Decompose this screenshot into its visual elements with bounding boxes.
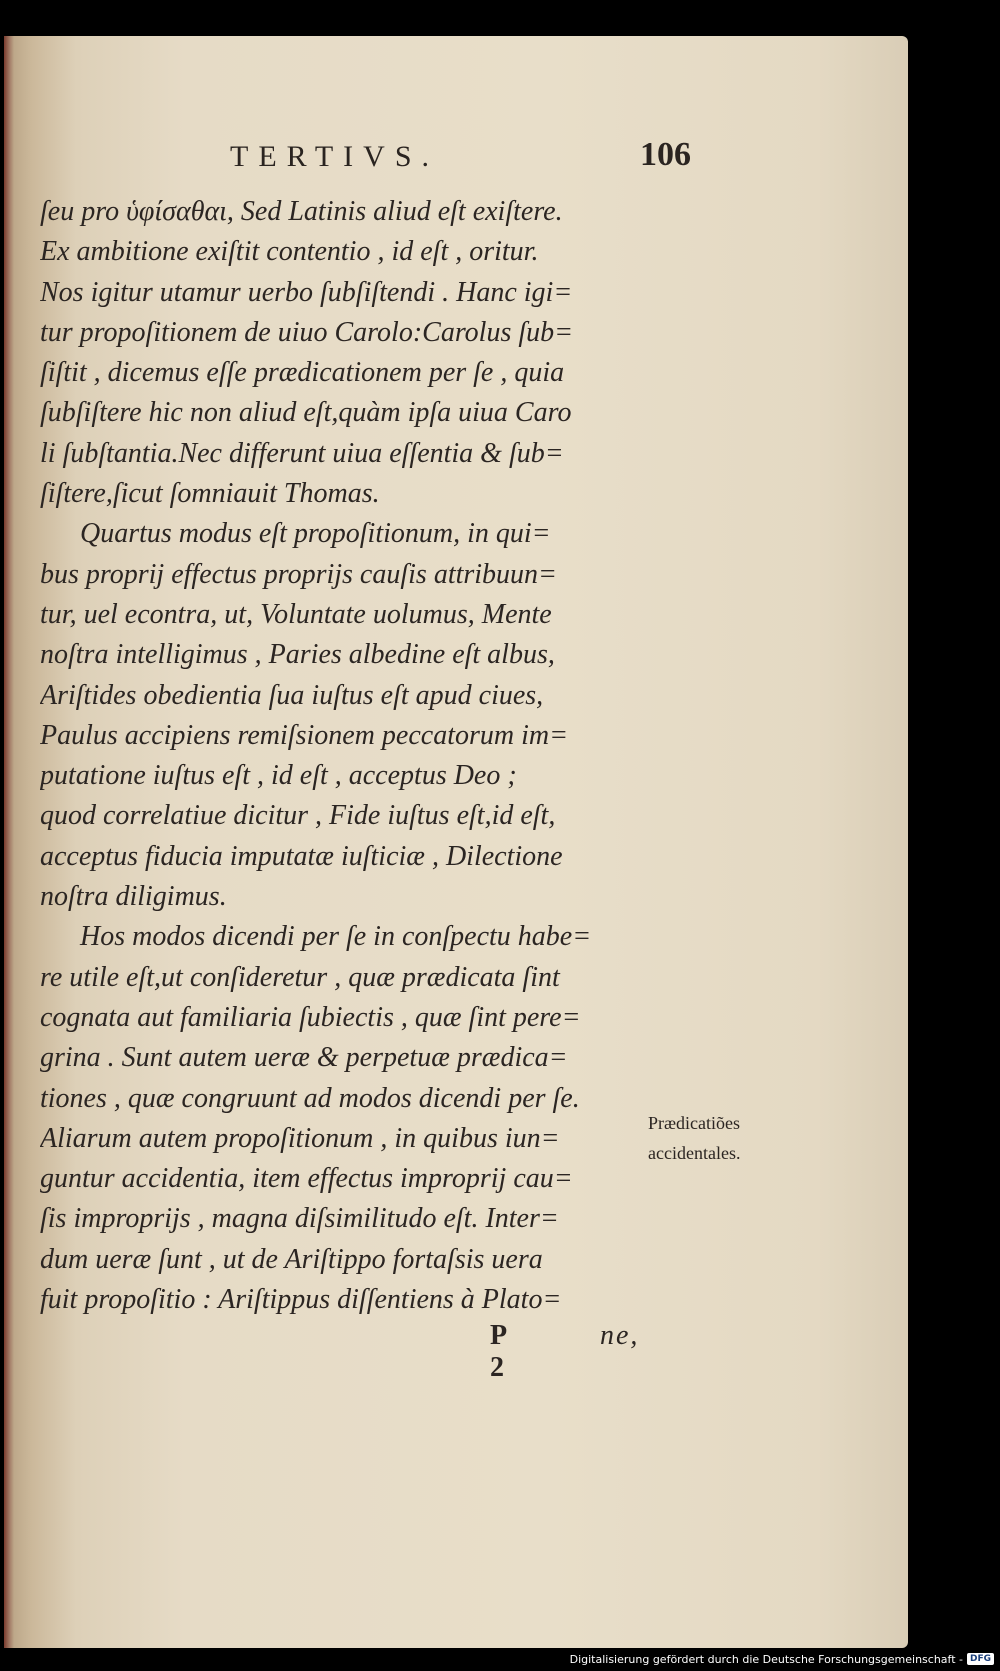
text-line: Ex ambitione exiſtit contentio , id eſt , oritur.: [40, 236, 539, 268]
text-line: bus proprij effectus proprijs cauſis attribuun=: [40, 558, 557, 590]
text-line: tiones , quæ congruunt ad modos dicendi per ſe.: [40, 1082, 580, 1114]
text-line: Aliarum autem propoſitionum , in quibus iun=: [40, 1122, 560, 1154]
text-line: tur propoſitionem de uiuo Carolo:Carolus ſub=: [40, 316, 574, 348]
running-title: TERTIVS.: [230, 140, 440, 173]
text-line: Nos igitur utamur uerbo ſubſiſtendi . Hanc igi=: [40, 276, 573, 308]
text-line: ſeu pro ὑφίσαθαι, Sed Latinis aliud eſt exiſtere.: [40, 196, 563, 227]
text-line: ſis improprijs , magna diſsimilitudo eſt. Inter=: [40, 1203, 559, 1235]
text-line: fuit propoſitio : Ariſtippus diſſentiens à Plato=: [40, 1284, 562, 1316]
text-line: putatione iuſtus eſt , id eſt , acceptus Deo ;: [40, 760, 517, 792]
text-line: guntur accidentia, item effectus improprij cau=: [40, 1163, 573, 1195]
text-line: ſiſtere,ſicut ſomniauit Thomas.: [40, 478, 380, 510]
text-line: noſtra intelligimus , Paries albedine eſt albus,: [40, 639, 555, 671]
text-line: Quartus modus eſt propoſitionum, in qui=: [80, 518, 551, 550]
digitization-footer: [570, 1651, 994, 1667]
text-line: dum ueræ ſunt , ut de Ariſtippo fortaſsis uera: [40, 1243, 543, 1275]
marginal-note: [648, 1108, 808, 1168]
text-line: acceptus fiducia imputatæ iuſticiæ , Dilectione: [40, 840, 563, 872]
text-line: Paulus accipiens remiſsionem peccatorum im=: [40, 719, 568, 751]
text-line: ſiſtit , dicemus eſſe prædicationem per ſe , quia: [40, 357, 565, 389]
page-binding-edge: [4, 36, 14, 1648]
body-text: [40, 192, 650, 1320]
text-line: grina . Sunt autem ueræ & perpetuæ prædica=: [40, 1042, 568, 1074]
text-line: li ſubſtantia.Nec differunt uiua eſſentia & ſub=: [40, 437, 564, 469]
text-line: ſubſiſtere hic non aliud eſt,quàm ipſa uiua Caro: [40, 397, 572, 429]
text-line: Ariſtides obedientia ſua iuſtus eſt apud ciues,: [40, 679, 544, 711]
signature-mark: P 2: [490, 1320, 508, 1383]
marginal-note-line: Prædicatiões: [648, 1113, 740, 1133]
catchword: ne,: [600, 1320, 640, 1351]
page-header: [0, 136, 760, 180]
footer-text: Digitalisierung gefördert durch die Deutsche Forschungsgemeinschaft -: [569, 1652, 963, 1666]
text-line: Hos modos dicendi per ſe in conſpectu habe=: [80, 921, 592, 953]
dfg-logo-icon: DFG: [967, 1653, 994, 1665]
text-line: tur, uel econtra, ut, Voluntate uolumus, Mente: [40, 598, 552, 630]
text-line: quod correlatiue dicitur , Fide iuſtus eſt,id eſt,: [40, 800, 556, 832]
marginal-note-line: accidentales.: [648, 1143, 741, 1163]
page-number: 106: [640, 136, 691, 173]
text-line: noſtra diligimus.: [40, 881, 227, 913]
text-line: re utile eſt,ut conſideretur , quæ prædicata ſint: [40, 961, 560, 993]
text-line: cognata aut familiaria ſubiectis , quæ ſint pere=: [40, 1001, 581, 1033]
